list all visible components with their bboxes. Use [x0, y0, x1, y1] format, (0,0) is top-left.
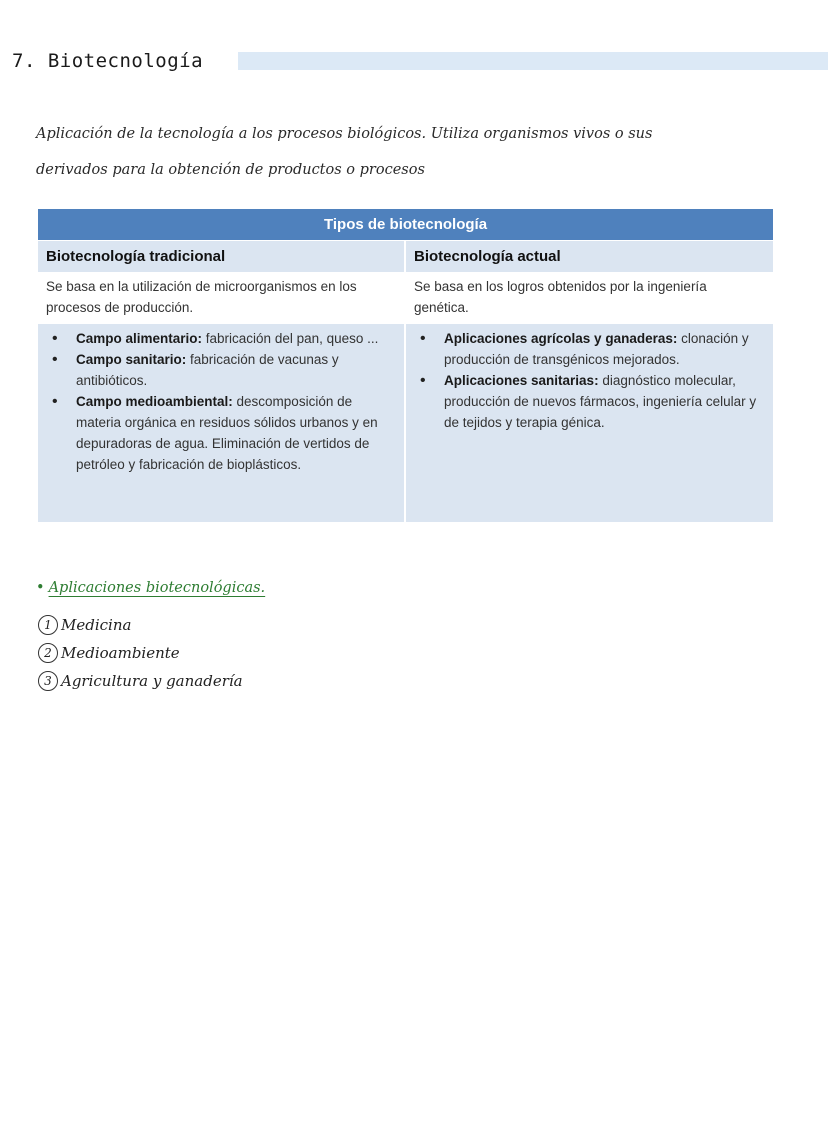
- table-title: Tipos de biotecnología: [38, 209, 773, 241]
- section-title: [12, 50, 203, 72]
- circled-number: 1: [38, 615, 58, 635]
- item-label: Aplicaciones agrícolas y ganaderas:: [444, 331, 678, 346]
- modern-list: [414, 328, 765, 433]
- section-number: 7.: [12, 50, 36, 72]
- list-cell-traditional: [38, 324, 405, 522]
- application-item-medicine: [38, 613, 131, 637]
- traditional-list: [46, 328, 396, 475]
- list-cell-modern: [405, 324, 773, 522]
- application-label: Medioambiente: [61, 644, 180, 662]
- application-item-agriculture: [38, 669, 243, 693]
- application-item-environment: [38, 641, 180, 665]
- item-label: Campo sanitario:: [76, 352, 187, 367]
- list-item: [444, 328, 765, 370]
- circled-number: 3: [38, 671, 58, 691]
- list-item: [76, 349, 396, 391]
- item-label: Aplicaciones sanitarias:: [444, 373, 599, 388]
- section-header: [12, 46, 828, 76]
- title-highlight-bar: [238, 52, 828, 70]
- column-header-traditional: Biotecnología tradicional: [38, 241, 405, 272]
- section-title-text: Biotecnología: [47, 50, 204, 72]
- definition-line-2: derivados para la obtención de productos o procesos: [36, 162, 425, 178]
- item-text: clonación y producción de transgénicos mejorados.: [444, 331, 749, 367]
- description-modern: Se basa en los logros obtenidos por la ingeniería genética.: [405, 272, 773, 325]
- applications-heading: [36, 580, 265, 596]
- circled-number: 2: [38, 643, 58, 663]
- list-item: [76, 391, 396, 475]
- biotech-types-table: [38, 209, 773, 522]
- definition: [36, 116, 776, 188]
- application-label: Medicina: [61, 616, 132, 634]
- bullet-dot: •: [36, 580, 45, 596]
- description-traditional: Se basa en la utilización de microorganismos en los procesos de producción.: [38, 272, 405, 325]
- list-item: [444, 370, 765, 433]
- item-text: descomposición de materia orgánica en residuos sólidos urbanos y en depuradoras de agua. Eliminación de vertidos de petróleo y fabricación de bioplásticos.: [76, 394, 378, 472]
- item-text: diagnóstico molecular, producción de nuevos fármacos, ingeniería celular y de tejidos y terapia génica.: [444, 373, 757, 430]
- list-item: [76, 328, 396, 349]
- applications-title: Aplicaciones biotecnológicas.: [48, 580, 266, 596]
- item-text: fabricación del pan, queso ...: [202, 331, 379, 346]
- item-label: Campo alimentario:: [76, 331, 203, 346]
- item-text: fabricación de vacunas y antibióticos.: [76, 352, 339, 388]
- definition-line-1: Aplicación de la tecnología a los procesos biológicos. Utiliza organismos vivos o sus: [36, 126, 653, 142]
- application-label: Agricultura y ganadería: [61, 672, 243, 690]
- item-label: Campo medioambiental:: [76, 394, 233, 409]
- column-header-modern: Biotecnología actual: [405, 241, 773, 272]
